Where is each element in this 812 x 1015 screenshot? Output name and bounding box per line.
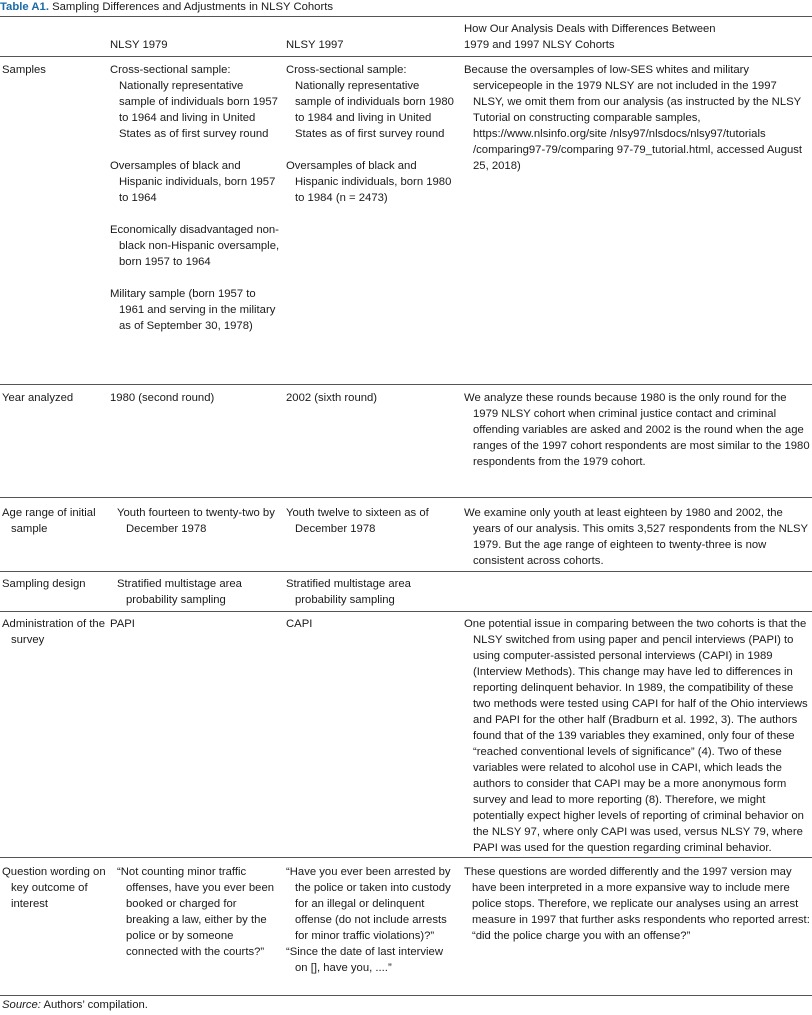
row-rule [0, 857, 812, 858]
header-rule [0, 56, 812, 57]
row-rule [0, 571, 812, 572]
bottom-rule [0, 995, 812, 996]
wording-analysis-text: These questions are worded differently and the 1997 version may have been interpreted in a more expansive way to include mere police stops. Therefore, we replicate our analyses using an arrest measure in 1997 that further asks respondents who reported arrest: “did the police charge you with an offense?” [464, 866, 810, 942]
header-analysis [464, 21, 810, 53]
wording-1997-followup: “Since the date of last interview on [], have you, ....” [286, 946, 443, 974]
source-text: Authors’ compilation. [40, 999, 148, 1011]
row-admin-1979: PAPI [110, 618, 135, 630]
source-label: Source: [2, 999, 41, 1011]
header-analysis-line2: 1979 and 1997 NLSY Cohorts [464, 39, 615, 51]
age-analysis-text: We examine only youth at least eighteen by 1980 and 2002, the years of our analysis. This omits 3,527 respondents from the NLSY 1979. But the age range of eighteen to twenty-three is now consistent across cohorts. [464, 507, 808, 567]
row-admin-1997: CAPI [286, 618, 313, 630]
samples-1997-oversample: Oversamples of black and Hispanic individuals, born 1980 to 1984 (n = 2473) [286, 160, 452, 204]
row-design-1997: Stratified multistage area probability sampling [286, 578, 411, 606]
row-samples-analysis [464, 62, 810, 174]
samples-1979-military: Military sample (born 1957 to 1961 and serving in the military as of September 30, 1978) [110, 288, 276, 332]
table-label: Table A1. [0, 1, 49, 13]
year-analysis-text: We analyze these rounds because 1980 is the only round for the 1979 NLSY cohort when criminal justice contact and criminal offending variables are asked and 2002 is the round when the age ranges of the 1997 cohort respondents are most similar to the 1980 respondents from the 1979 cohort. [464, 392, 810, 468]
row-samples-1979 [110, 62, 280, 334]
table-title: Sampling Differences and Adjustments in NLSY Cohorts [52, 1, 334, 13]
row-wording-analysis [464, 864, 810, 944]
row-wording-1997 [286, 864, 458, 976]
row-age-analysis [464, 505, 810, 569]
row-admin-label: Administration of the survey [2, 618, 105, 646]
row-age-1997: Youth twelve to sixteen as of December 1978 [286, 507, 429, 535]
header-analysis-line1: How Our Analysis Deals with Differences Between [464, 23, 716, 35]
table-caption [0, 0, 333, 14]
samples-1979-oversample: Oversamples of black and Hispanic individuals, born 1957 to 1964 [110, 160, 276, 204]
row-wording-1979: “Not counting minor traffic offenses, have you ever been booked or charged for breaking a law, either by the police or by someone connected with the courts?” [117, 866, 275, 958]
row-rule [0, 384, 812, 385]
row-year-label: Year analyzed [2, 392, 74, 404]
row-samples-1997 [286, 62, 458, 206]
row-design-1979: Stratified multistage area probability sampling [117, 578, 242, 606]
row-admin-analysis [464, 616, 810, 856]
row-year-1979: 1980 (second round) [110, 392, 215, 404]
admin-analysis-text: One potential issue in comparing between the two cohorts is that the NLSY switched from using paper and pencil interviews (PAPI) to using computer-assisted personal interviews (CAPI) in 1989 (Interview Methods). This change may have led to differences in reporting delinquent behavior. In 1989, the compatibility of these two methods were tested using CAPI for half of the Ohio interviews and PAPI for the other half (Bradburn et al. 1992, 3). The authors found that of the 139 variables they examined, only four of these “reached conventional levels of significance” (4). Two of these variables were related to alcohol use in CAPI, which leads the authors to consider that CAPI may be a more anonymous form survey and lead to more reporting (8). Therefore, we might potentially expect higher levels of reporting of criminal behavior on the NLSY 97, where only CAPI was used, versus NLSY 79, where PAPI was used for the question regarding criminal behavior. [464, 618, 808, 854]
samples-analysis-text: Because the oversamples of low-SES whites and military servicepeople in the 1979 NLSY are not included in the 1997 NLSY, we omit them from our analysis (as instructed by the NLSY Tutorial on constructing comparable samples, https://www.nlsinfo.org/site /nlsy97/nlsdocs/nlsy97/tutorials /comparing97-79/comparing 97-79_tutorial.html, accessed August 25, 2018) [464, 64, 803, 172]
samples-1979-disadvantaged: Economically disadvantaged non-black non-Hispanic oversample, born 1957 to 1964 [110, 224, 280, 268]
row-age-1979: Youth fourteen to twenty-two by December 1978 [117, 507, 275, 535]
row-design-label: Sampling design [2, 578, 86, 590]
row-rule [0, 611, 812, 612]
wording-1997-question: “Have you ever been arrested by the police or taken into custody for an illegal or delinquent offense (do not include arrests for minor traffic violations)?” [286, 866, 451, 942]
top-rule [0, 16, 812, 17]
row-age-label: Age range of initial sample [2, 507, 96, 535]
row-year-analysis [464, 390, 810, 470]
samples-1997-cross: Cross-sectional sample: Nationally representative sample of individuals born 1980 to 1984 and living in United States as of first survey round [286, 64, 454, 140]
header-nlsy1997: NLSY 1997 [286, 39, 344, 51]
samples-1979-cross: Cross-sectional sample: Nationally representative sample of individuals born 1957 to 1964 and living in United States as of first survey round [110, 64, 278, 140]
table-source [2, 999, 148, 1011]
row-samples-label: Samples [2, 64, 46, 76]
row-rule [0, 497, 812, 498]
row-wording-label: Question wording on key outcome of interest [2, 866, 106, 910]
row-year-1997: 2002 (sixth round) [286, 392, 378, 404]
header-nlsy1979: NLSY 1979 [110, 39, 168, 51]
